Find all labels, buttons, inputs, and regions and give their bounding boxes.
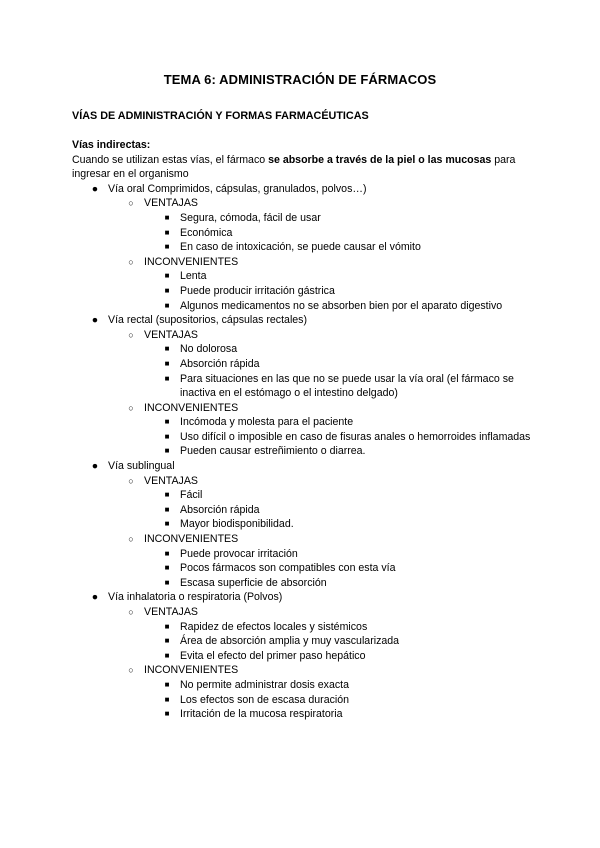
- intro-text-bold: se absorbe a través de la piel o las mucosas: [268, 153, 492, 166]
- group-items: [144, 415, 532, 459]
- item-text: Fácil: [180, 489, 203, 502]
- bullet-square-icon: ■: [164, 709, 170, 719]
- list-item: [144, 211, 532, 226]
- list-item: [144, 444, 532, 459]
- route-groups: [108, 196, 532, 313]
- list-item: [144, 634, 532, 649]
- item-text: Los efectos son de escasa duración: [180, 693, 350, 706]
- item-text: No permite administrar dosis exacta: [180, 678, 349, 691]
- bullet-square-icon: ■: [164, 636, 170, 646]
- bullet-square-icon: ■: [164, 694, 170, 704]
- bullet-square-icon: ■: [164, 679, 170, 689]
- item-text: Algunos medicamentos no se absorben bien por el aparato digestivo: [180, 299, 503, 312]
- item-text: Económica: [180, 226, 233, 239]
- bullet-circle-icon: ○: [128, 256, 134, 267]
- item-text: Segura, cómoda, fácil de usar: [180, 211, 321, 224]
- list-item-group: [108, 328, 532, 401]
- bullet-square-icon: ■: [164, 563, 170, 573]
- list-item: [144, 357, 532, 372]
- route-label: Vía rectal (supositorios, cápsulas rectales): [108, 314, 308, 327]
- intro-paragraph: [72, 153, 532, 182]
- bullet-square-icon: ■: [164, 519, 170, 529]
- list-item: [144, 620, 532, 635]
- item-text: Evita el efecto del primer paso hepático: [180, 649, 366, 662]
- item-text: Pueden causar estreñimiento o diarrea.: [180, 445, 366, 458]
- item-text: Pocos fármacos son compatibles con esta vía: [180, 562, 396, 575]
- list-item: [144, 547, 532, 562]
- bullet-square-icon: ■: [164, 621, 170, 631]
- bullet-square-icon: ■: [164, 271, 170, 281]
- section-title: VÍAS DE ADMINISTRACIÓN Y FORMAS FARMACÉUTICAS: [72, 110, 369, 122]
- document-content: [72, 138, 532, 722]
- bullet-disc-icon: ●: [91, 314, 99, 327]
- list-item-group: [108, 663, 532, 721]
- group-label: INCONVENIENTES: [144, 664, 239, 677]
- bullet-disc-icon: ●: [91, 460, 99, 473]
- group-items: [144, 211, 532, 255]
- route-label: Vía oral Comprimidos, cápsulas, granulados, polvos…): [108, 182, 367, 195]
- route-groups: [108, 474, 532, 591]
- list-item: [144, 693, 532, 708]
- bullet-square-icon: ■: [164, 373, 170, 383]
- page-title: TEMA 6: ADMINISTRACIÓN DE FÁRMACOS: [163, 72, 437, 87]
- item-text: Escasa superficie de absorción: [180, 576, 327, 589]
- list-item: [144, 576, 532, 591]
- list-item-route: [72, 590, 532, 721]
- list-item: [144, 372, 532, 401]
- list-item: [144, 299, 532, 314]
- item-text: Absorción rápida: [180, 503, 260, 516]
- list-item-route: [72, 459, 532, 590]
- intro-text-after: para ingresar en el organismo: [72, 153, 516, 181]
- bullet-square-icon: ■: [164, 417, 170, 427]
- list-item: [144, 561, 532, 576]
- list-item: [144, 649, 532, 664]
- group-items: [144, 269, 532, 313]
- list-item-group: [108, 255, 532, 313]
- item-text: Absorción rápida: [180, 357, 260, 370]
- group-label: VENTAJAS: [144, 328, 198, 341]
- item-text: No dolorosa: [180, 343, 238, 356]
- bullet-square-icon: ■: [164, 227, 170, 237]
- bullet-square-icon: ■: [164, 212, 170, 222]
- list-item: [144, 342, 532, 357]
- list-item-group: [108, 605, 532, 663]
- group-label: VENTAJAS: [144, 197, 198, 210]
- bullet-circle-icon: ○: [128, 402, 134, 413]
- bullet-circle-icon: ○: [128, 475, 134, 486]
- bullet-square-icon: ■: [164, 242, 170, 252]
- bullet-circle-icon: ○: [128, 329, 134, 340]
- bullet-circle-icon: ○: [128, 534, 134, 545]
- list-item: [144, 488, 532, 503]
- bullet-square-icon: ■: [164, 650, 170, 660]
- bullet-square-icon: ■: [164, 358, 170, 368]
- intro-text-before: Cuando se utilizan estas vías, el fármaco: [72, 153, 269, 166]
- routes-list: [72, 182, 532, 722]
- item-text: Mayor biodisponibilidad.: [180, 518, 294, 531]
- list-item-group: [108, 401, 532, 459]
- list-item-route: [72, 182, 532, 313]
- bullet-square-icon: ■: [164, 548, 170, 558]
- group-items: [144, 620, 532, 664]
- route-groups: [108, 605, 532, 722]
- item-text: Incómoda y molesta para el paciente: [180, 416, 354, 429]
- item-text: Puede provocar irritación: [180, 547, 298, 560]
- list-item-group: [108, 196, 532, 254]
- group-label: INCONVENIENTES: [144, 401, 239, 414]
- bullet-circle-icon: ○: [128, 665, 134, 676]
- bullet-circle-icon: ○: [128, 607, 134, 617]
- item-text: Lenta: [180, 270, 207, 283]
- route-label: Vía inhalatoria o respiratoria (Polvos): [108, 591, 283, 604]
- list-item: [144, 430, 532, 445]
- item-text: Uso difícil o imposible en caso de fisuras anales o hemorroides inflamadas: [180, 430, 531, 443]
- group-label: INCONVENIENTES: [144, 533, 239, 546]
- group-items: [144, 547, 532, 591]
- item-text: Área de absorción amplia y muy vascularizada: [180, 635, 400, 648]
- bullet-disc-icon: ●: [91, 182, 99, 195]
- subsection-heading: Vías indirectas:: [72, 139, 151, 151]
- list-item: [144, 678, 532, 693]
- list-item: [144, 269, 532, 284]
- list-item-group: [108, 532, 532, 590]
- list-item-group: [108, 474, 532, 532]
- list-item: [144, 415, 532, 430]
- group-label: VENTAJAS: [144, 606, 198, 618]
- list-item: [144, 284, 532, 299]
- list-item: [144, 240, 532, 255]
- item-text: En caso de intoxicación, se puede causar el vómito: [180, 241, 421, 254]
- item-text: Irritación de la mucosa respiratoria: [180, 708, 343, 721]
- route-groups: [108, 328, 532, 459]
- list-item: [144, 517, 532, 532]
- route-label: Vía sublingual: [108, 460, 175, 473]
- bullet-square-icon: ■: [164, 446, 170, 456]
- list-item: [144, 226, 532, 241]
- group-items: [144, 488, 532, 532]
- bullet-square-icon: ■: [164, 344, 170, 354]
- bullet-square-icon: ■: [164, 577, 170, 587]
- group-items: [144, 678, 532, 722]
- item-text: Rapidez de efectos locales y sistémicos: [180, 620, 368, 633]
- bullet-square-icon: ■: [164, 504, 170, 514]
- item-text: Puede producir irritación gástrica: [180, 284, 335, 297]
- list-item: [144, 503, 532, 518]
- bullet-square-icon: ■: [164, 285, 170, 295]
- list-item-route: [72, 313, 532, 459]
- item-text: Para situaciones en las que no se puede usar la vía oral (el fármaco se inactiva en el estómago o el intestino delgado): [180, 372, 514, 400]
- bullet-disc-icon: ●: [91, 591, 99, 604]
- bullet-square-icon: ■: [164, 300, 170, 310]
- group-label: INCONVENIENTES: [144, 255, 239, 268]
- bullet-circle-icon: ○: [128, 198, 134, 209]
- group-label: VENTAJAS: [144, 474, 198, 487]
- bullet-square-icon: ■: [164, 431, 170, 441]
- bullet-square-icon: ■: [164, 490, 170, 500]
- list-item: [144, 707, 532, 722]
- group-items: [144, 342, 532, 400]
